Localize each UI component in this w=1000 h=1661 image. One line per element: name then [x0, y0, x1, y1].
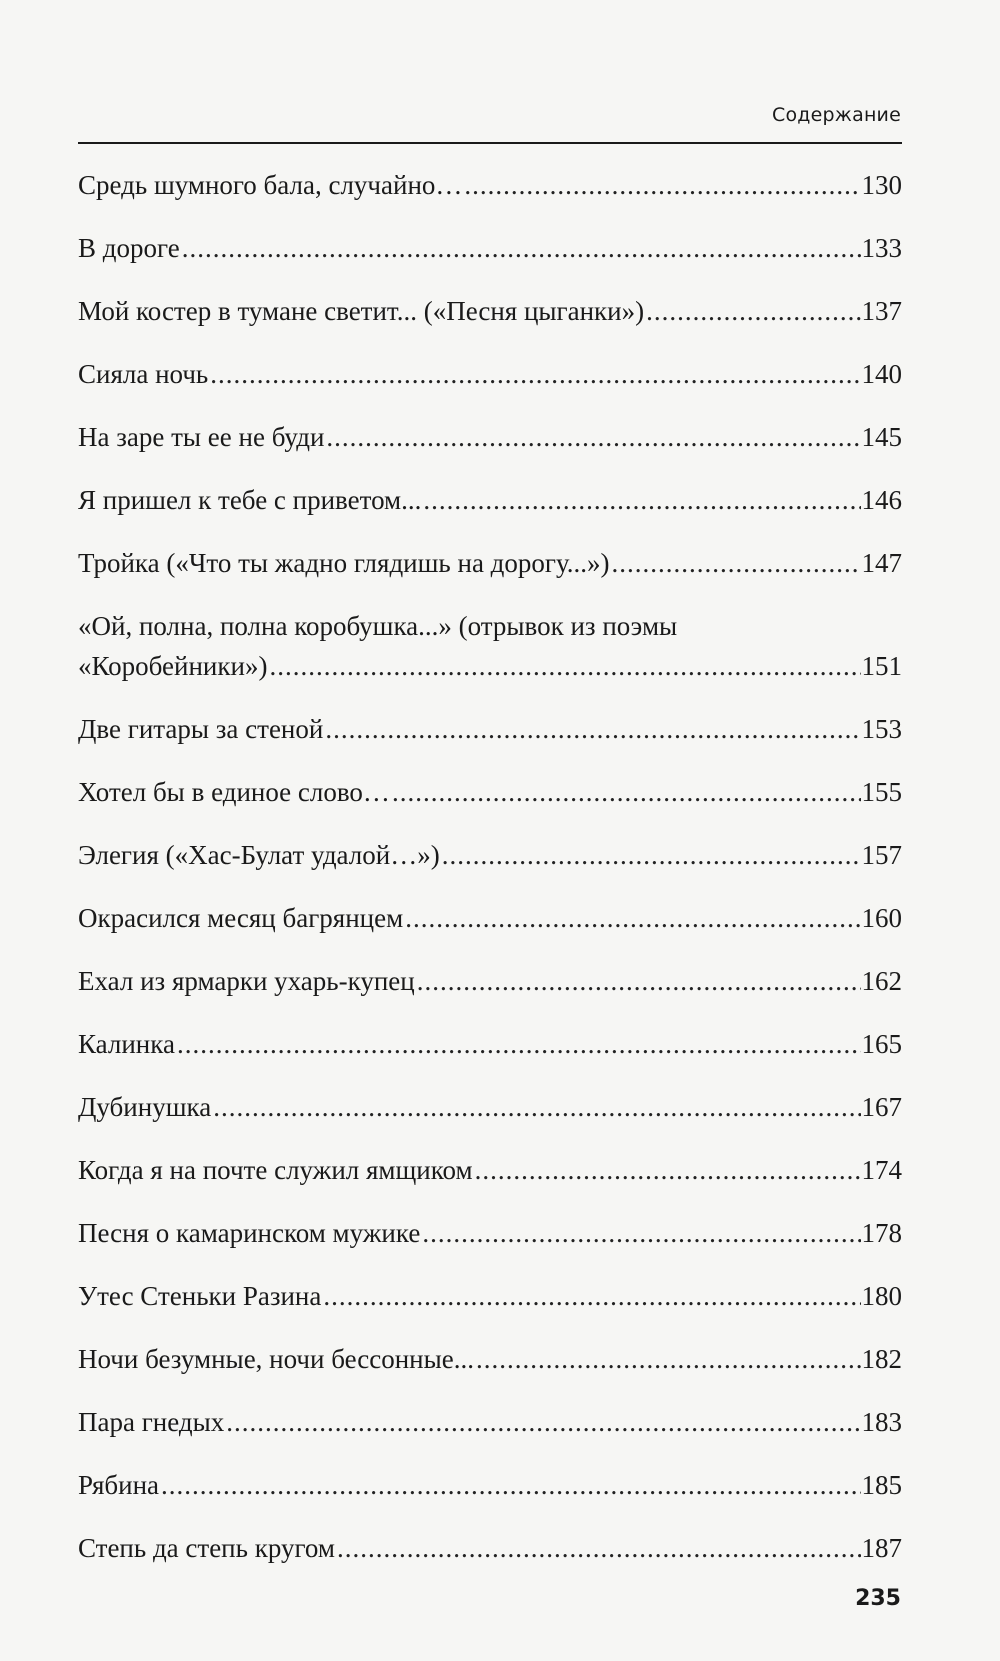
- toc-entry-title: Степь да степь кругом: [78, 1533, 335, 1563]
- toc-entry-page: 162: [861, 966, 902, 996]
- toc-entry-title: Две гитары за стеной: [78, 714, 324, 744]
- toc-entry-page: 155: [861, 777, 902, 807]
- toc-entry-title: Пара гнедых: [78, 1407, 225, 1437]
- page-number: 235: [855, 1586, 901, 1611]
- toc-entry-title: Мой костер в тумане светит... («Песня цыганки»): [78, 296, 645, 326]
- toc-entry-title-line1: «Ой, полна, полна коробушка...» (отрывок из поэмы: [78, 611, 678, 641]
- dot-leader: [475, 1150, 861, 1190]
- toc-entry-page: 174: [861, 1155, 902, 1185]
- toc-entry: [78, 417, 902, 457]
- toc-entry-title: Песня о камаринском мужике: [78, 1218, 421, 1248]
- toc-entry: [78, 772, 902, 812]
- dot-leader: [442, 835, 861, 875]
- toc-entry-page: 145: [861, 422, 902, 452]
- toc-entry: [78, 1402, 902, 1442]
- toc-entry: [78, 354, 902, 394]
- toc-entry-title: Тройка («Что ты жадно глядишь на дорогу...»): [78, 548, 610, 578]
- toc-entry-page: 153: [861, 714, 902, 744]
- toc-entry-title: Окрасился месяц багрянцем: [78, 903, 404, 933]
- toc-entry: [78, 1213, 902, 1253]
- toc-entry-title: «Коробейники»): [78, 651, 268, 681]
- dot-leader: [213, 1087, 860, 1127]
- toc-entry-page: 146: [861, 485, 902, 515]
- toc-entry-page: 183: [861, 1407, 902, 1437]
- toc-entry-page: 187: [861, 1533, 902, 1563]
- toc-entry-page: 147: [861, 548, 902, 578]
- toc-entry: [78, 1276, 902, 1316]
- toc-entry: [78, 1150, 902, 1190]
- toc-entry-title: Элегия («Хас-Булат удалой…»): [78, 840, 440, 870]
- dot-leader: [226, 1402, 860, 1442]
- toc-entry-title: Дубинушка: [78, 1092, 212, 1122]
- dot-leader: [269, 646, 860, 686]
- dot-leader: [325, 709, 860, 749]
- dot-leader: [326, 417, 860, 457]
- toc-entry-page: 133: [861, 233, 902, 263]
- toc-entry-title: Утес Стеньки Разина: [78, 1281, 322, 1311]
- toc-entry-page: 178: [861, 1218, 902, 1248]
- dot-leader: [182, 228, 861, 268]
- dot-leader: [476, 1339, 861, 1379]
- toc-entry-page: 160: [861, 903, 902, 933]
- running-head: Содержание: [772, 104, 901, 126]
- toc-entry: [78, 291, 902, 331]
- toc-entry-page: 157: [861, 840, 902, 870]
- toc-entry: [78, 480, 902, 520]
- toc-entry-title: Рябина: [78, 1470, 160, 1500]
- toc-entry-page: 140: [861, 359, 902, 389]
- toc-entry: [78, 1024, 902, 1064]
- toc-entry: [78, 1465, 902, 1505]
- dot-leader: [210, 354, 860, 394]
- toc-entry-title: Сияла ночь: [78, 359, 209, 389]
- toc-entry-title: Средь шумного бала, случайно…: [78, 170, 463, 200]
- dot-leader: [417, 961, 861, 1001]
- dot-leader: [612, 543, 861, 583]
- dot-leader: [177, 1024, 861, 1064]
- dot-leader: [161, 1465, 860, 1505]
- toc-entry: [78, 709, 902, 749]
- dot-leader: [323, 1276, 860, 1316]
- toc-entry-page: 185: [861, 1470, 902, 1500]
- toc-entry: [78, 835, 902, 875]
- toc-entry-page: 137: [861, 296, 902, 326]
- toc-entry-page: 130: [861, 170, 902, 200]
- toc-entry-title: Калинка: [78, 1029, 175, 1059]
- dot-leader: [405, 898, 860, 938]
- toc-entry-title: В дороге: [78, 233, 180, 263]
- toc-entry-title: Ночи безумные, ночи бессонные...: [78, 1344, 474, 1374]
- toc-entry: [78, 1528, 902, 1568]
- toc-entry: [78, 898, 902, 938]
- header-rule: [78, 142, 902, 144]
- toc-entry-page: 167: [861, 1092, 902, 1122]
- toc-entry-page: 165: [861, 1029, 902, 1059]
- dot-leader: [337, 1528, 861, 1568]
- table-of-contents: [78, 165, 902, 1591]
- toc-entry-title: Хотел бы в единое слово…: [78, 777, 390, 807]
- dot-leader: [464, 165, 860, 205]
- dot-leader: [423, 480, 860, 520]
- dot-leader: [422, 1213, 860, 1253]
- toc-entry-title: На заре ты ее не буди: [78, 422, 325, 452]
- toc-entry: [78, 1087, 902, 1127]
- dot-leader: [646, 291, 860, 331]
- toc-entry-page: 180: [861, 1281, 902, 1311]
- toc-entry-title: Я пришел к тебе с приветом...: [78, 485, 422, 515]
- toc-entry: [78, 961, 902, 1001]
- toc-entry-page: 182: [861, 1344, 902, 1374]
- toc-entry: [78, 543, 902, 583]
- toc-entry-page: 151: [861, 651, 902, 681]
- toc-entry: [78, 165, 902, 205]
- toc-entry-title: Когда я на почте служил ямщиком: [78, 1155, 473, 1185]
- toc-entry: [78, 1339, 902, 1379]
- toc-entry: [78, 228, 902, 268]
- toc-entry: [78, 606, 902, 686]
- toc-entry-title: Ехал из ярмарки ухарь-купец: [78, 966, 415, 996]
- dot-leader: [392, 772, 861, 812]
